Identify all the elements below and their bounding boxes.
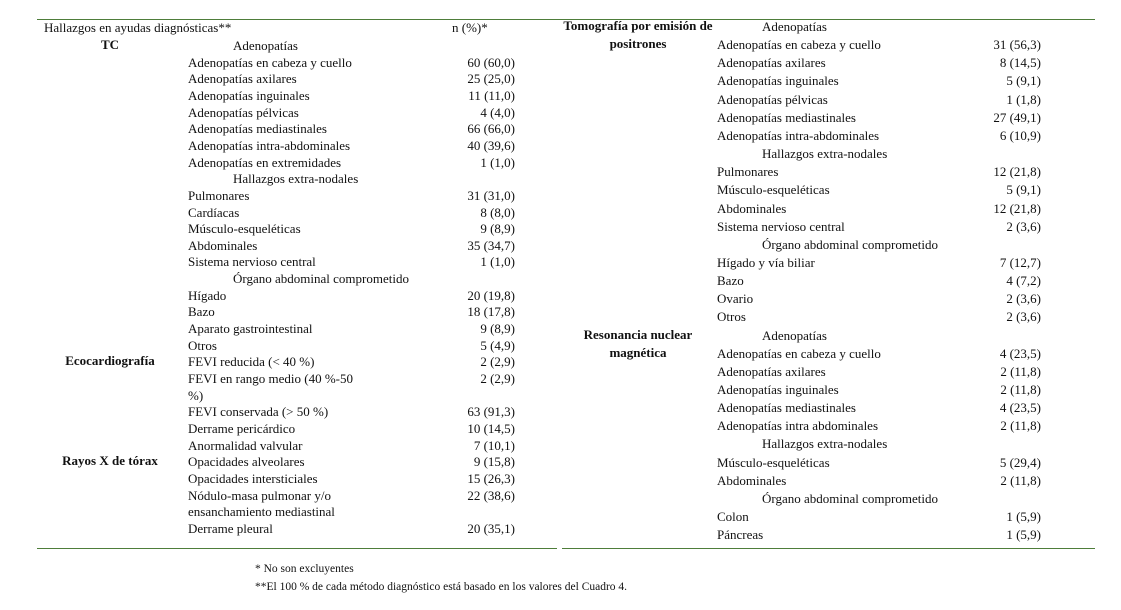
row-label: Hígado y vía biliar: [717, 254, 815, 270]
row-value: 9 (8,9): [480, 221, 515, 237]
row-label: Sistema nervioso central: [717, 218, 845, 234]
row-label: Abdominales: [188, 237, 258, 253]
row-value: 5 (29,4): [999, 454, 1041, 470]
row-label: Cardíacas: [188, 204, 240, 220]
row-label: Adenopatías axilares: [188, 71, 297, 87]
row-label: Abdominales: [717, 472, 787, 488]
table-header-n: n (%)*: [452, 20, 488, 35]
row-value: 1 (1,0): [480, 154, 515, 170]
row-label: Sistema nervioso central: [188, 254, 316, 270]
row-value: 2 (2,9): [480, 354, 515, 370]
row-label: Adenopatías axilares: [717, 55, 826, 71]
row-label: Adenopatías pélvicas: [188, 104, 299, 120]
row-value: 15 (26,3): [467, 470, 515, 486]
row-label: Aparato gastrointestinal: [188, 321, 313, 337]
row-value: 5 (4,9): [480, 337, 515, 353]
row-label: Otros: [188, 337, 217, 353]
row-value: 5 (9,1): [1006, 73, 1041, 89]
row-label: Adenopatías inguinales: [188, 87, 310, 103]
row-label: Pulmonares: [717, 164, 779, 180]
row-value: 2 (11,8): [1000, 382, 1041, 397]
row-value: 4 (4,0): [480, 104, 515, 120]
bottom-rule-left: [37, 548, 557, 549]
row-value: 2 (3,6): [1006, 218, 1041, 234]
category-label: TC: [100, 37, 120, 52]
row-label: Abdominales: [717, 200, 787, 216]
row-label: Músculo-esqueléticas: [717, 454, 830, 470]
footnote-2: **El 100 % de cada método diagnóstico está basado en los valores del Cuadro 4.: [255, 581, 628, 593]
category-label: Ecocardiografía: [65, 353, 155, 369]
row-value: 40 (39,6): [467, 137, 515, 153]
row-value: 1 (1,0): [480, 254, 515, 270]
row-label: Ovario: [717, 291, 754, 307]
row-value: 25 (25,0): [467, 71, 515, 87]
row-label: Adenopatías mediastinales: [717, 109, 856, 125]
row-label: Páncreas: [717, 527, 764, 543]
row-label: Adenopatías intra-abdominales: [717, 127, 880, 143]
row-value: 9 (15,8): [473, 454, 515, 470]
row-value: 60 (60,0): [467, 54, 515, 70]
row-label: Adenopatías mediastinales: [188, 121, 327, 137]
row-value: 4 (23,5): [999, 400, 1041, 416]
row-label: Adenopatías en cabeza y cuello: [717, 37, 881, 53]
row-label: Adenopatías en cabeza y cuello: [188, 54, 352, 70]
row-value: 4 (7,2): [1006, 273, 1041, 289]
row-label: Opacidades alveolares: [188, 454, 305, 470]
row-label-continued: ensanchamiento mediastinal: [188, 504, 335, 520]
row-value: 31 (31,0): [467, 187, 515, 203]
row-label: Músculo-esqueléticas: [717, 182, 830, 198]
subheader-label: Órgano abdominal comprometido: [233, 271, 409, 287]
subheader-label: Adenopatías: [233, 38, 298, 53]
bottom-rule-right: [562, 548, 1095, 549]
row-value: 2 (11,8): [1000, 472, 1041, 488]
row-value: 5 (9,1): [1006, 182, 1041, 198]
row-value: 18 (17,8): [467, 304, 515, 320]
subheader-label: Hallazgos extra-nodales: [762, 436, 888, 452]
row-label-continued: %): [188, 387, 204, 403]
row-label: Derrame pericárdico: [188, 420, 296, 436]
row-label: Músculo-esqueléticas: [188, 221, 301, 237]
row-value: 66 (66,0): [467, 121, 515, 137]
row-value: 7 (12,7): [999, 254, 1041, 270]
row-label: FEVI en rango medio (40 %-50: [188, 371, 353, 386]
footnote-1: * No son excluyentes: [255, 563, 354, 575]
row-value: 1 (5,9): [1006, 527, 1041, 543]
row-value: 6 (10,9): [999, 127, 1041, 143]
row-value: 35 (34,7): [467, 237, 515, 253]
row-label: FEVI conservada (> 50 %): [188, 404, 329, 420]
row-label: Adenopatías inguinales: [717, 73, 839, 89]
category-label: Rayos X de tórax: [62, 453, 158, 469]
subheader-label: Hallazgos extra-nodales: [233, 171, 359, 187]
row-value: 63 (91,3): [467, 404, 515, 420]
row-value: 8 (8,0): [480, 204, 515, 220]
subheader-label: Hallazgos extra-nodales: [762, 146, 888, 162]
row-value: 20 (35,1): [467, 520, 515, 536]
category-label: Tomografía por emisión de positrones: [563, 18, 713, 51]
row-value: 12 (21,8): [993, 164, 1041, 180]
row-value: 2 (11,8): [1000, 418, 1041, 434]
row-label: Adenopatías en cabeza y cuello: [717, 345, 881, 361]
row-label: Pulmonares: [188, 187, 250, 203]
row-value: 10 (14,5): [467, 420, 515, 436]
row-label: Hígado: [188, 287, 227, 303]
row-label: FEVI reducida (< 40 %): [188, 354, 315, 370]
row-value: 12 (21,8): [993, 200, 1041, 216]
row-value: 22 (38,6): [467, 487, 515, 503]
row-value: 1 (5,9): [1006, 509, 1041, 525]
row-value: 1 (1,8): [1006, 91, 1041, 107]
row-value: 20 (19,8): [467, 287, 515, 303]
subheader-label: Órgano abdominal comprometido: [762, 490, 938, 506]
row-label: Colon: [717, 509, 749, 525]
row-label: Adenopatías intra abdominales: [717, 418, 879, 434]
row-value: 9 (8,9): [480, 321, 515, 337]
row-label: Anormalidad valvular: [188, 437, 303, 453]
row-label: Derrame pleural: [188, 520, 273, 536]
row-label: Adenopatías intra-abdominales: [188, 137, 351, 153]
row-label: Otros: [717, 309, 746, 325]
table-row: [0, 381, 1041, 399]
row-label: Adenopatías en extremidades: [188, 154, 342, 170]
subheader-label: Adenopatías: [762, 19, 827, 34]
row-value: 8 (14,5): [999, 55, 1041, 71]
category-label: Resonancia nuclear magnética: [583, 326, 693, 360]
row-value: 31 (56,3): [993, 37, 1041, 53]
subheader-label: Órgano abdominal comprometido: [762, 236, 938, 252]
row-value: 2 (3,6): [1006, 291, 1041, 307]
table-header-title: Hallazgos en ayudas diagnósticas**: [44, 20, 232, 35]
row-label: Bazo: [188, 304, 215, 320]
row-label: Adenopatías axilares: [717, 363, 826, 379]
row-value: 2 (3,6): [1006, 309, 1041, 325]
row-label: Adenopatías pélvicas: [717, 91, 828, 107]
row-value: 7 (10,1): [473, 437, 515, 453]
row-label: Bazo: [717, 273, 744, 289]
row-value: 2 (11,8): [1000, 363, 1041, 379]
subheader-label: Adenopatías: [762, 327, 827, 343]
row-value: 27 (49,1): [993, 109, 1041, 125]
row-label: Nódulo-masa pulmonar y/o: [188, 487, 331, 503]
row-label: Adenopatías mediastinales: [717, 400, 856, 416]
row-label: Opacidades intersticiales: [188, 470, 318, 486]
row-value: 11 (11,0): [468, 87, 515, 103]
row-value: 4 (23,5): [999, 345, 1041, 361]
row-label: Adenopatías inguinales: [717, 382, 839, 397]
row-value: 2 (2,9): [480, 371, 515, 386]
